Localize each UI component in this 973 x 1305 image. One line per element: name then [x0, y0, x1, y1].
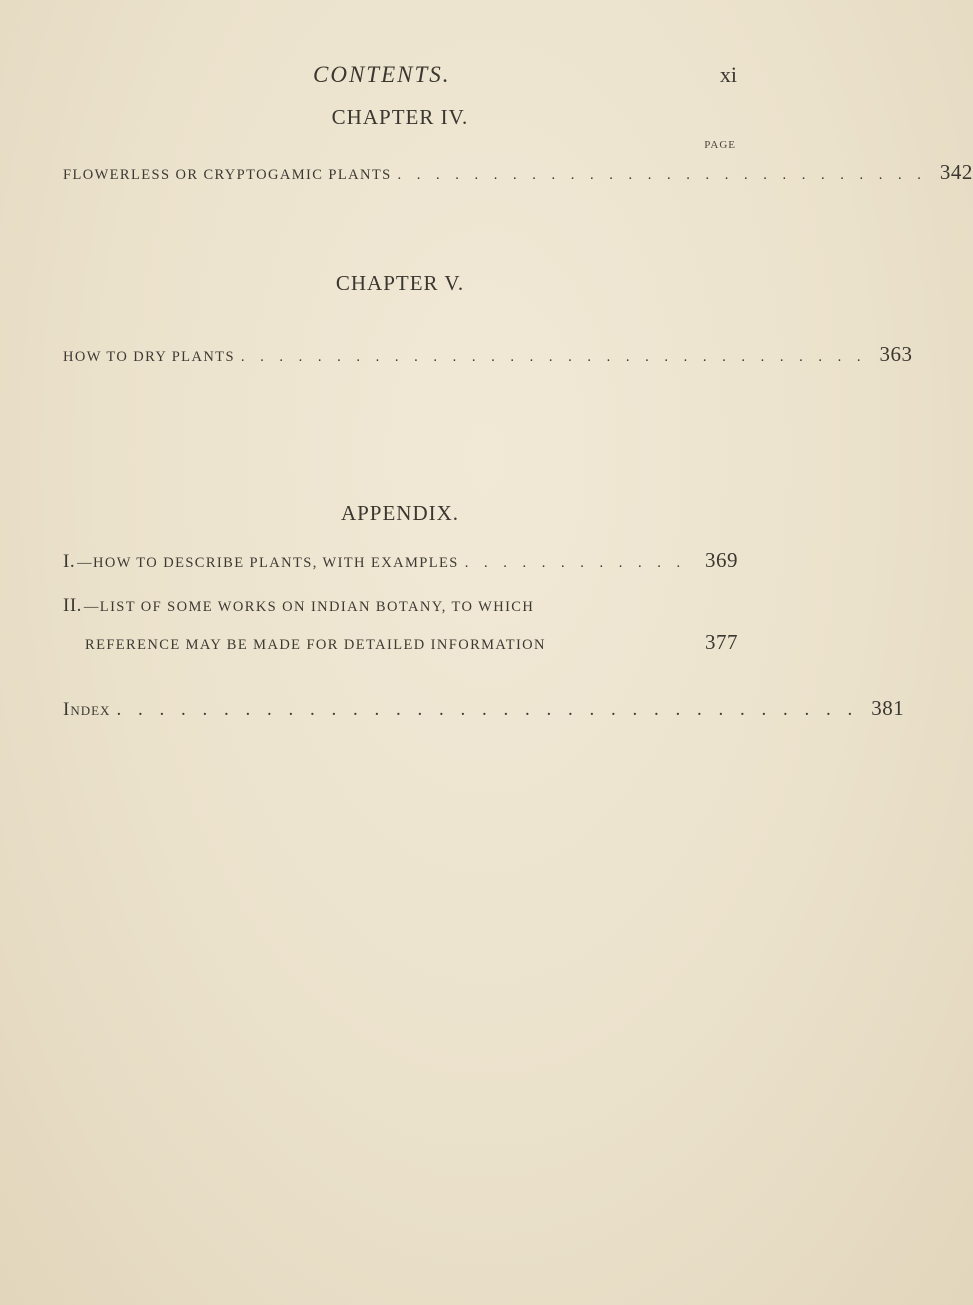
- toc-entry-label: Index: [63, 699, 111, 720]
- chapter-iv-heading: CHAPTER IV.: [331, 105, 469, 129]
- toc-entry-label: FLOWERLESS OR CRYPTOGAMIC PLANTS: [63, 167, 392, 183]
- toc-entry-appendix-i[interactable]: [63, 548, 738, 573]
- page-number: xi: [719, 62, 737, 87]
- toc-entry-page: 363: [879, 342, 913, 366]
- toc-entry-index[interactable]: [63, 696, 905, 721]
- running-title: CONTENTS.: [313, 62, 451, 87]
- chapter-v-heading: CHAPTER V.: [335, 271, 465, 295]
- leader-dots: . . . . . . . . . . . . . . . . . . . . . . . . . . . . . . . . .: [240, 349, 867, 365]
- page-column-label: PAGE: [704, 139, 736, 151]
- toc-entry-flowerless-plants[interactable]: [63, 160, 973, 185]
- toc-entry-page: 342: [939, 160, 973, 184]
- leader-dots: . . . . . . . . . . . . . . . . . . . . . . . . . . . . . . . . . . .: [116, 699, 859, 720]
- running-head: [0, 62, 800, 92]
- appendix-entry-text: —LIST OF SOME WORKS ON INDIAN BOTANY, TO WHICH: [83, 599, 535, 615]
- appendix-heading: APPENDIX.: [340, 501, 460, 525]
- toc-entry-appendix-ii-continuation: [85, 630, 738, 655]
- appendix-numeral: I.: [63, 551, 76, 572]
- toc-entry-label: [63, 595, 534, 617]
- toc-entry-page: 381: [871, 696, 905, 720]
- toc-entry-page: 377: [705, 630, 738, 654]
- toc-entry-dry-plants[interactable]: [63, 342, 913, 367]
- leader-dots: . . . . . . . . . . . . . . . . . . . . . . . . . . . .: [397, 167, 927, 183]
- leader-dots: . . . . . . . . . . . .: [464, 555, 687, 571]
- appendix-numeral: II.: [63, 595, 82, 616]
- appendix-entry-text: —HOW TO DESCRIBE PLANTS, WITH EXAMPLES: [77, 555, 459, 571]
- toc-entry-label: HOW TO DRY PLANTS: [63, 349, 235, 365]
- toc-entry-label: [63, 551, 459, 573]
- toc-entry-continuation-label: REFERENCE MAY BE MADE FOR DETAILED INFORMATION: [85, 637, 546, 653]
- toc-entry-appendix-ii[interactable]: [63, 595, 738, 617]
- toc-entry-page: 369: [705, 548, 738, 572]
